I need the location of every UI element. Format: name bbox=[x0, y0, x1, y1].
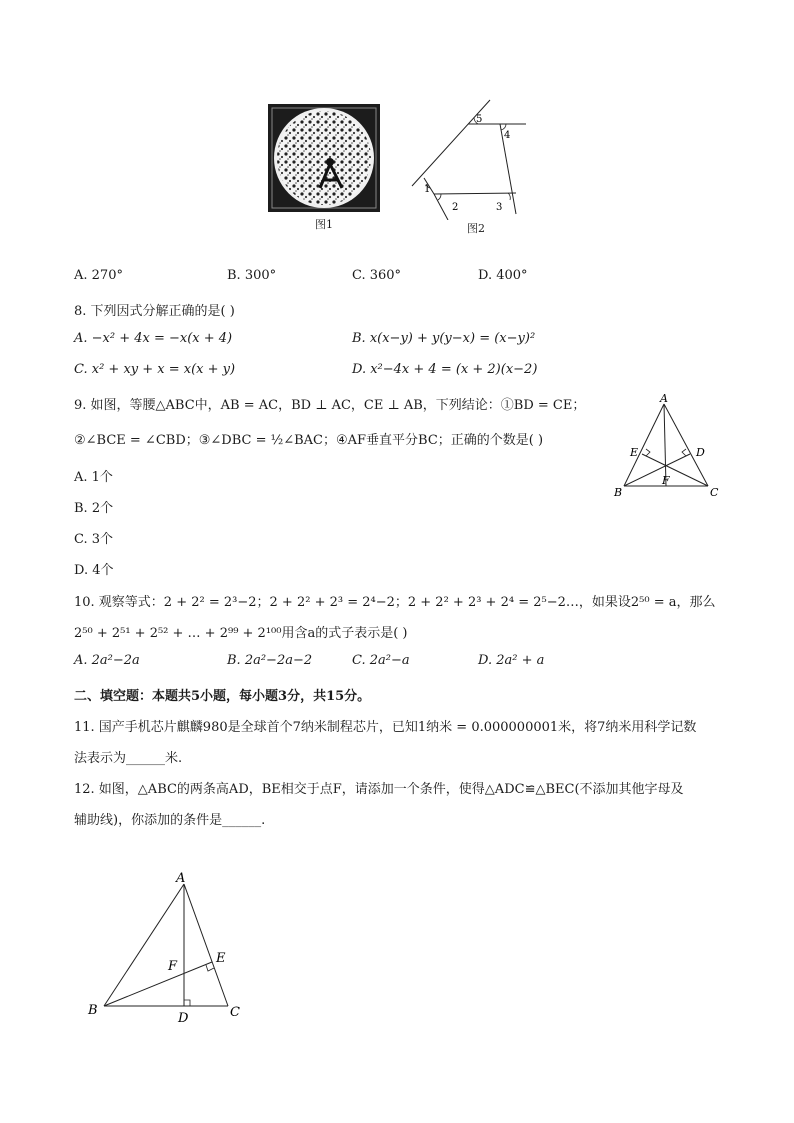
fig2-angle-label: 1 bbox=[424, 184, 431, 195]
q10-option-a[interactable]: A. 2a²−2a bbox=[74, 653, 140, 668]
q9-option-a[interactable]: A. 1个 bbox=[74, 470, 113, 485]
fig2-angle-label: 2 bbox=[452, 202, 459, 213]
q9-stem-line1: 9. 如图，等腰△ABC中，AB = AC，BD ⊥ AC，CE ⊥ AB，下列结论：①BD = CE； bbox=[74, 398, 586, 413]
q8-stem: 8. 下列因式分解正确的是( ) bbox=[74, 304, 235, 319]
figure-2 bbox=[408, 98, 528, 220]
figure-1-caption: 图1 bbox=[315, 218, 333, 231]
q9-fig-label: A bbox=[660, 392, 668, 405]
q10-stem-line1: 10. 观察等式：2 + 2² = 2³−2；2 + 2² + 2³ = 2⁴−2；2 + 2² + 2³ + 2⁴ = 2⁵−2…，如果设2⁵⁰ = a，那么 bbox=[74, 595, 716, 610]
fig2-angle-label: 3 bbox=[496, 202, 503, 213]
q9-option-b[interactable]: B. 2个 bbox=[74, 501, 114, 516]
q12-line2: 辅助线)，你添加的条件是______. bbox=[74, 813, 266, 828]
q9-fig-label: C bbox=[710, 486, 719, 499]
q9-fig-label: E bbox=[630, 446, 639, 459]
figure-2-caption: 图2 bbox=[467, 222, 485, 235]
q9-option-c[interactable]: C. 3个 bbox=[74, 532, 114, 547]
q11-line1: 11. 国产手机芯片麒麟980是全球首个7纳米制程芯片，已知1纳米 = 0.000000001米，将7纳米用科学记数 bbox=[74, 720, 697, 735]
q10-option-b[interactable]: B. 2a²−2a−2 bbox=[227, 653, 313, 668]
q12-fig-label: F bbox=[168, 959, 178, 974]
q9-fig-label: B bbox=[614, 486, 623, 499]
figure-1 bbox=[268, 104, 380, 212]
q10-stem-line2: 2⁵⁰ + 2⁵¹ + 2⁵² + … + 2⁹⁹ + 2¹⁰⁰用含a的式子表示是( ) bbox=[74, 626, 408, 641]
q12-fig-label: E bbox=[216, 951, 226, 966]
q12-figure bbox=[86, 870, 256, 1026]
q9-figure bbox=[612, 392, 728, 504]
fig2-angle-label: 5 bbox=[476, 114, 483, 125]
q12-fig-label: C bbox=[230, 1005, 240, 1020]
q7-option-d[interactable]: D. 400° bbox=[478, 268, 528, 283]
q7-option-a[interactable]: A. 270° bbox=[74, 268, 123, 283]
q8-option-a[interactable]: A. −x² + 4x = −x(x + 4) bbox=[74, 331, 233, 346]
q8-option-c[interactable]: C. x² + xy + x = x(x + y) bbox=[74, 362, 236, 377]
q9-stem-line2: ②∠BCE = ∠CBD；③∠DBC = ½∠BAC；④AF垂直平分BC；正确的个数是( ) bbox=[74, 433, 544, 448]
q12-fig-label: B bbox=[88, 1003, 98, 1018]
q10-option-c[interactable]: C. 2a²−a bbox=[352, 653, 410, 668]
fig2-angle-label: 4 bbox=[504, 130, 511, 141]
q12-fig-label: A bbox=[176, 871, 186, 886]
q9-option-d[interactable]: D. 4个 bbox=[74, 563, 114, 578]
q12-line1: 12. 如图，△ABC的两条高AD，BE相交于点F，请添加一个条件，使得△ADC≌△BEC(不添加其他字母及 bbox=[74, 782, 684, 797]
q9-fig-label: D bbox=[696, 446, 705, 459]
q7-option-b[interactable]: B. 300° bbox=[227, 268, 277, 283]
section-heading: 二、填空题：本题共5小题，每小题3分，共15分。 bbox=[74, 689, 371, 704]
q7-option-c[interactable]: C. 360° bbox=[352, 268, 402, 283]
q9-fig-label: F bbox=[662, 474, 670, 487]
q8-option-b[interactable]: B. x(x−y) + y(y−x) = (x−y)² bbox=[352, 331, 536, 346]
q8-option-d[interactable]: D. x²−4x + 4 = (x + 2)(x−2) bbox=[352, 362, 538, 377]
q11-line2: 法表示为______米. bbox=[74, 751, 183, 766]
q12-fig-label: D bbox=[178, 1011, 189, 1026]
q10-option-d[interactable]: D. 2a² + a bbox=[478, 653, 545, 668]
